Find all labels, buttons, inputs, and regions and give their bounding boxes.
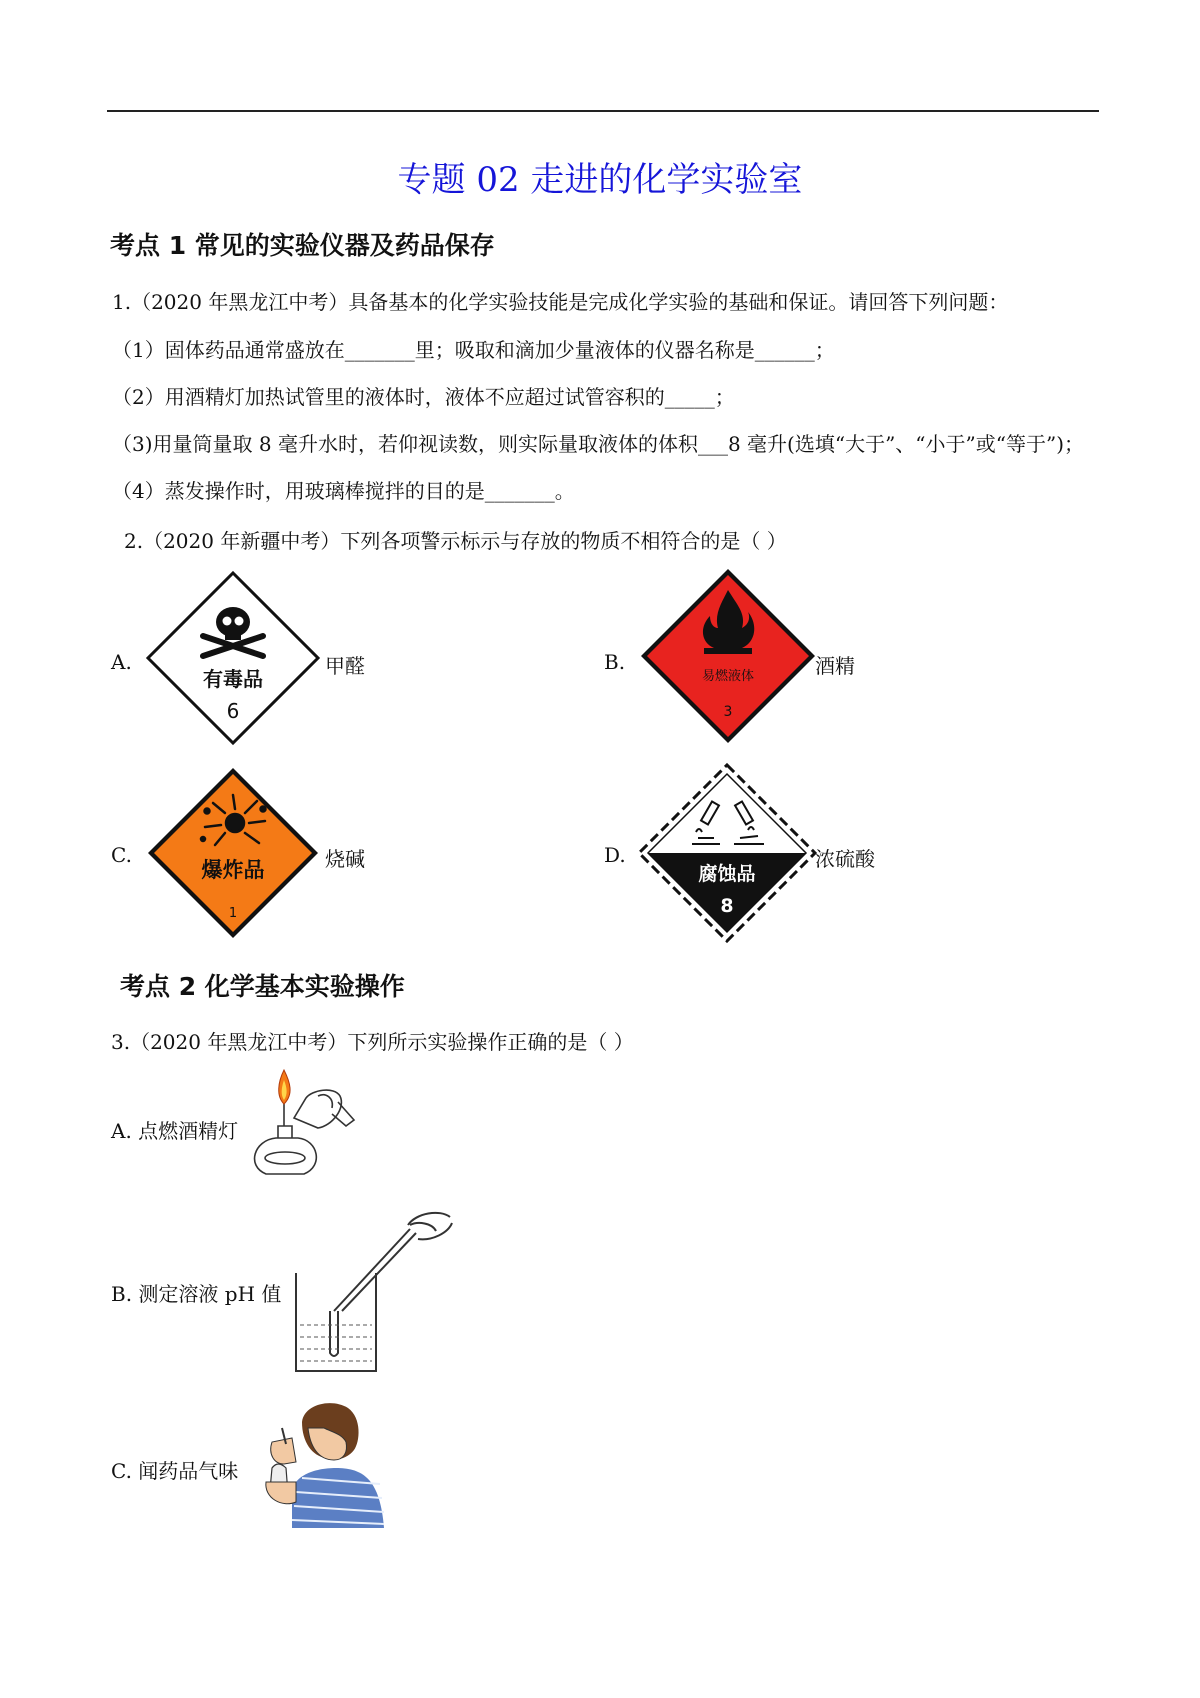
q2-option-a-substance: 甲醛 bbox=[325, 654, 365, 678]
explosive-sign-icon bbox=[145, 765, 321, 941]
sign-b-number: 3 bbox=[723, 704, 733, 720]
flammable-sign-icon bbox=[638, 566, 818, 746]
section-heading-2: 考点 2 化学基本实验操作 bbox=[120, 972, 405, 1001]
sign-b-text: 易燃液体 bbox=[701, 669, 755, 684]
sign-c-text: 爆炸品 bbox=[201, 858, 265, 882]
toxic-sign-icon bbox=[145, 570, 321, 746]
q2-option-b-letter: B. bbox=[604, 650, 626, 674]
q3-option-c-label: C. 闻药品气味 bbox=[111, 1459, 239, 1483]
section-heading-1: 考点 1 常见的实验仪器及药品保存 bbox=[110, 231, 495, 260]
q3-option-a-label: A. 点燃酒精灯 bbox=[111, 1119, 239, 1143]
header-rule bbox=[107, 110, 1099, 112]
q2-option-a-letter: A. bbox=[111, 650, 132, 674]
q2-option-b-substance: 酒精 bbox=[815, 654, 855, 678]
q3-option-b-label: B. 测定溶液 pH 值 bbox=[111, 1282, 282, 1306]
q2-option-d-letter: D. bbox=[604, 843, 626, 867]
q2-option-d-substance: 浓硫酸 bbox=[815, 847, 875, 871]
q2-stem: 2.（2020 年新疆中考）下列各项警示标示与存放的物质不相符合的是（ ） bbox=[124, 529, 787, 553]
q1-stem: 1.（2020 年黑龙江中考）具备基本的化学实验技能是完成化学实验的基础和保证。请回答下列问题： bbox=[112, 290, 1009, 314]
corrosive-sign-icon bbox=[636, 762, 818, 944]
sign-a-number: 6 bbox=[226, 699, 240, 723]
sign-c-number: 1 bbox=[228, 906, 238, 921]
q2-option-c-letter: C. bbox=[111, 843, 132, 867]
q1-part-2: （2）用酒精灯加热试管里的液体时，液体不应超过试管容积的_____； bbox=[112, 385, 735, 409]
q3-stem: 3.（2020 年黑龙江中考）下列所示实验操作正确的是（ ） bbox=[111, 1030, 634, 1054]
sign-d-number: 8 bbox=[720, 895, 734, 917]
alcohol-lamp-lighting-icon bbox=[248, 1068, 360, 1186]
person-smelling-chemical-icon bbox=[262, 1398, 388, 1530]
q2-option-c-substance: 烧碱 bbox=[325, 847, 365, 871]
q1-part-1: （1）固体药品通常盛放在_______里；吸取和滴加少量液体的仪器名称是______； bbox=[112, 338, 835, 362]
q1-part-3: （3)用量筒量取 8 毫升水时，若仰视读数，则实际量取液体的体积___8 毫升(选填“大于”、“小于”或“等于”)； bbox=[112, 432, 1085, 456]
page-title: 专题 02 走进的化学实验室 bbox=[397, 160, 803, 200]
sign-d-text: 腐蚀品 bbox=[698, 863, 756, 885]
ph-test-beaker-icon bbox=[292, 1203, 460, 1377]
q1-part-4: （4）蒸发操作时，用玻璃棒搅拌的目的是_______。 bbox=[112, 479, 575, 503]
sign-a-text: 有毒品 bbox=[203, 667, 263, 691]
